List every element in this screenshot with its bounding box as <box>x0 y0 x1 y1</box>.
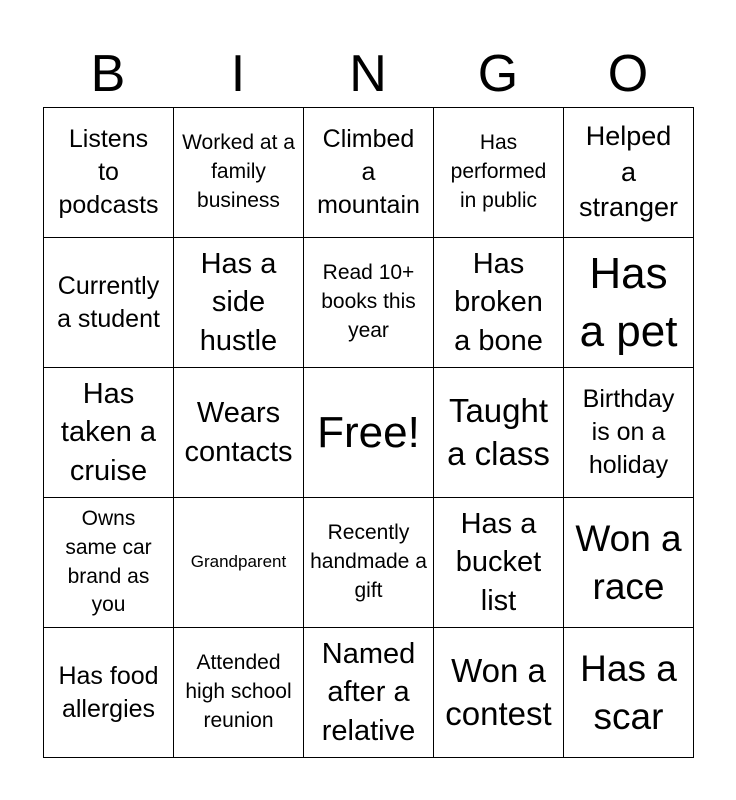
bingo-cell-text: Wears contacts <box>184 396 293 468</box>
bingo-cell-text: Has taken a cruise <box>60 377 157 487</box>
bingo-cell[interactable] <box>434 238 564 368</box>
free-space-cell[interactable] <box>304 368 434 498</box>
bingo-cell[interactable] <box>434 108 564 238</box>
header-letter-o: O <box>607 45 649 103</box>
bingo-cell-text: Listens to podcasts <box>58 125 159 219</box>
bingo-cell[interactable] <box>434 628 564 758</box>
bingo-cell[interactable] <box>564 498 694 628</box>
bingo-cell-text: Helped a stranger <box>578 120 679 223</box>
bingo-cell-text: Has a scar <box>580 648 677 737</box>
bingo-cell-text: Worked at a family business <box>182 131 295 212</box>
bingo-cell-text: Has broken a bone <box>454 247 543 357</box>
bingo-cell-text: Currently a student <box>57 271 160 333</box>
bingo-cell[interactable] <box>564 368 694 498</box>
header-letter-g: G <box>477 45 519 103</box>
bingo-cell-text: Has a bucket list <box>455 507 542 617</box>
bingo-cell-text: Owns same car brand as you <box>65 506 152 617</box>
bingo-cell-text: Has a side hustle <box>199 247 278 357</box>
bingo-cell[interactable] <box>44 238 174 368</box>
bingo-cell[interactable] <box>434 368 564 498</box>
bingo-cell[interactable] <box>304 628 434 758</box>
bingo-cell-text: Recently handmade a gift <box>310 521 427 602</box>
bingo-cell-text: Attended high school reunion <box>185 651 292 732</box>
header-letter-n: N <box>349 45 387 103</box>
bingo-cell[interactable] <box>304 498 434 628</box>
bingo-cell-text: Won a contest <box>445 651 552 732</box>
bingo-cell[interactable] <box>44 498 174 628</box>
bingo-cell[interactable] <box>174 368 304 498</box>
header-letter-i: I <box>230 45 246 103</box>
bingo-cell[interactable] <box>174 628 304 758</box>
bingo-cell[interactable] <box>564 628 694 758</box>
bingo-cell[interactable] <box>174 498 304 628</box>
bingo-cell-text: Grandparent <box>190 552 287 572</box>
bingo-cell-text: Climbed a mountain <box>317 125 420 219</box>
header-letter-b: B <box>90 45 126 103</box>
bingo-cell[interactable] <box>44 628 174 758</box>
bingo-header <box>43 40 693 108</box>
bingo-cell-text: Named after a relative <box>321 637 416 747</box>
bingo-cell[interactable] <box>44 108 174 238</box>
bingo-cell[interactable] <box>564 238 694 368</box>
bingo-cell[interactable] <box>174 108 304 238</box>
bingo-cell-text: Won a race <box>575 518 682 607</box>
bingo-cell-text: Read 10+ books this year <box>321 261 416 342</box>
bingo-cell-text: Taught a class <box>447 391 550 472</box>
free-space-text: Free! <box>317 407 420 457</box>
bingo-cell[interactable] <box>304 238 434 368</box>
bingo-cell[interactable] <box>564 108 694 238</box>
bingo-cell-text: Birthday is on a holiday <box>582 385 675 479</box>
bingo-cell-text: Has a pet <box>579 249 678 356</box>
bingo-cell-text: Has food allergies <box>58 661 159 723</box>
bingo-board <box>43 107 694 758</box>
bingo-cell[interactable] <box>174 238 304 368</box>
bingo-cell[interactable] <box>44 368 174 498</box>
bingo-cell[interactable] <box>304 108 434 238</box>
bingo-cell[interactable] <box>434 498 564 628</box>
bingo-cell-text: Has performed in public <box>450 131 547 212</box>
